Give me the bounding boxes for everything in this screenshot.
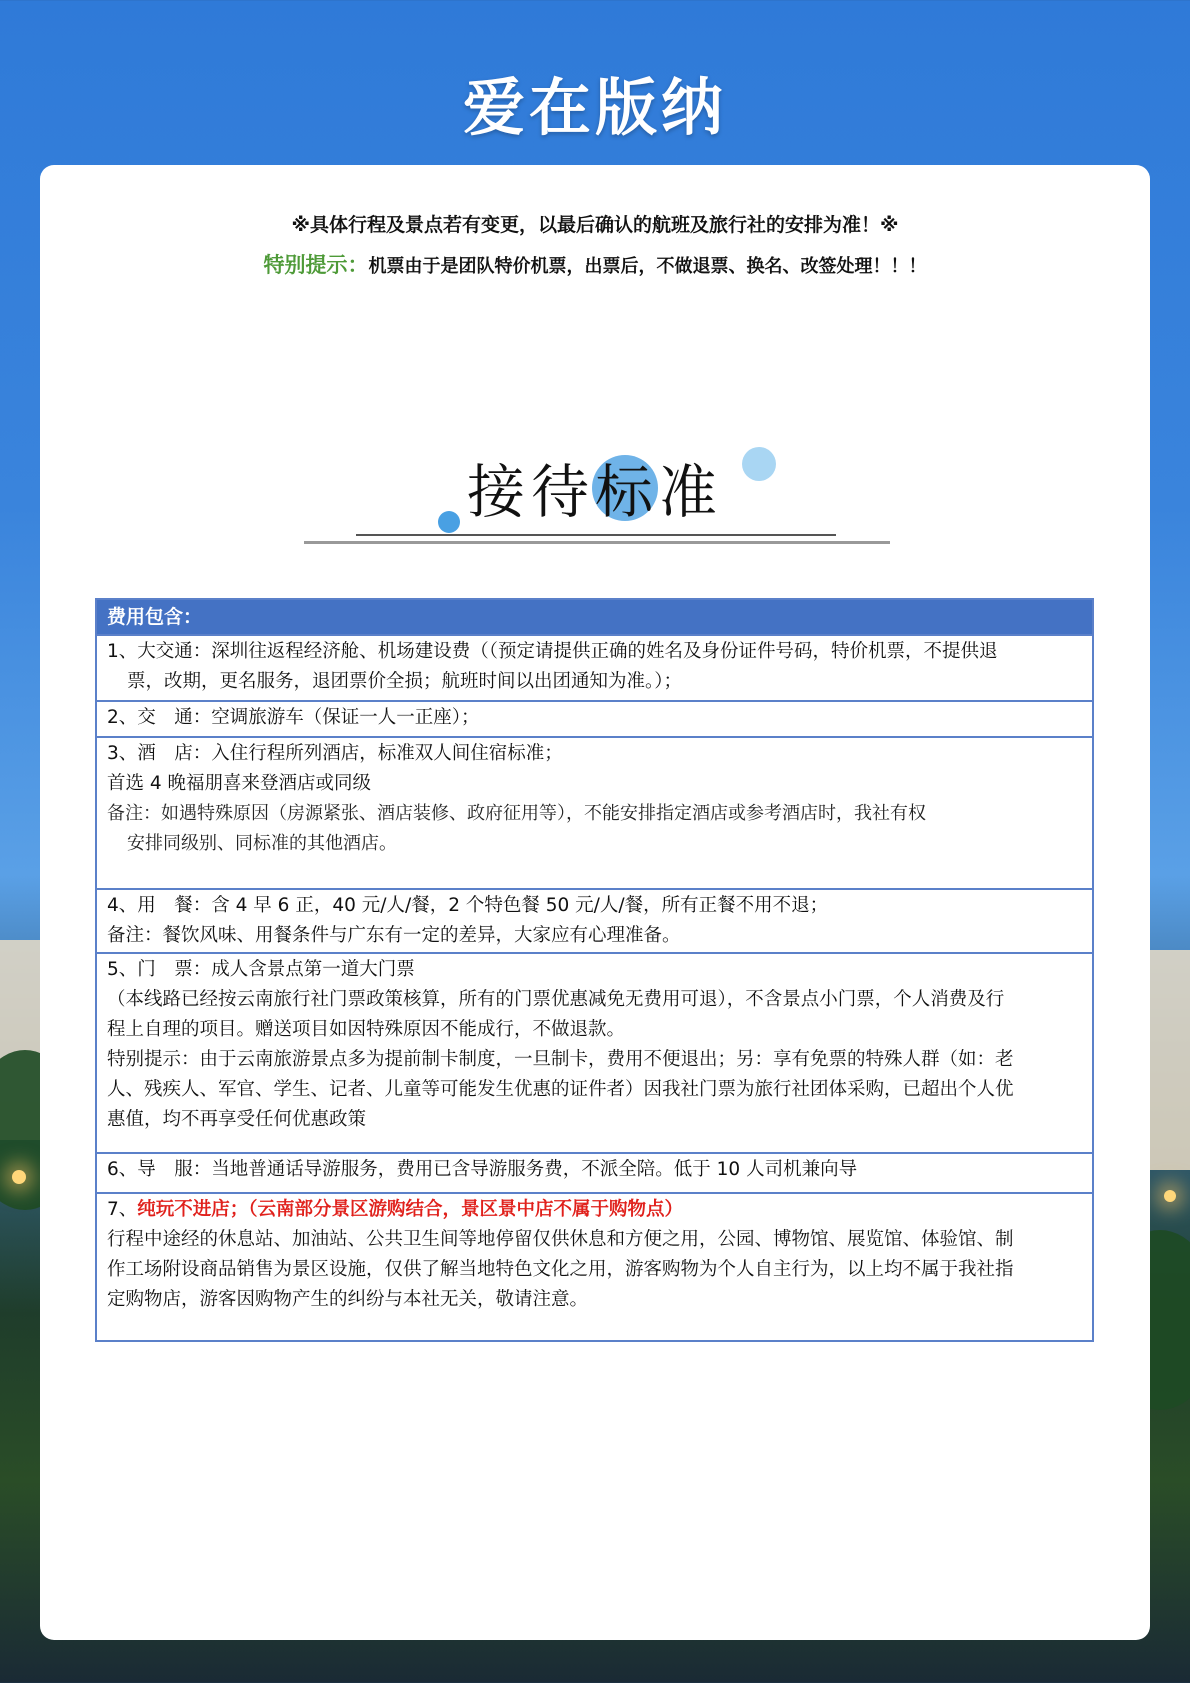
table-row — [96, 1153, 1093, 1193]
section-title-part: 标 — [594, 458, 659, 526]
fee-item-heading — [107, 1195, 1082, 1225]
fee-item-text: 首选 4 晚福朋喜来登酒店或同级 — [107, 773, 372, 794]
fee-item-note: 备注：如遇特殊原因（房源紧张、酒店装修、政府征用等），不能安排指定酒店或参考酒店时，我社有权 — [107, 803, 926, 824]
section-title-part: 准 — [659, 458, 724, 526]
fee-item-text: 特别提示：由于云南旅游景点多为提前制卡制度，一旦制卡，费用不便退出；另：享有免票的特殊人群（如：老 — [107, 1049, 1014, 1070]
fees-table — [95, 598, 1094, 1342]
fee-item-number: 7、 — [107, 1199, 138, 1220]
page-title: 爱在版纳 — [462, 71, 727, 144]
fee-item-text: 作工场附设商品销售为景区设施，仅供了解当地特色文化之用，游客购物为个人自主行为，以上均不属于我社指 — [107, 1259, 1014, 1280]
fee-item-text: 2、交 通：空调旅游车（保证一人一正座）； — [107, 707, 480, 728]
fee-item-text: 定购物店，游客因购物产生的纠纷与本社无关，敬请注意。 — [107, 1289, 589, 1310]
background-lamp — [12, 1170, 26, 1184]
no-shopping-notice: 纯玩不进店；（云南部分景区游购结合，景区景中店不属于购物点） — [137, 1199, 684, 1220]
fee-item-text: 程上自理的项目。赠送项目如因特殊原因不能成行，不做退款。 — [107, 1019, 626, 1040]
section-heading — [40, 445, 1150, 555]
table-row — [96, 737, 1093, 889]
fee-item-text: 惠值，均不再享受任何优惠政策 — [107, 1109, 367, 1130]
fee-item-text: 行程中途经的休息站、加油站、公共卫生间等地停留仅供休息和方便之用，公园、博物馆、展览馆、体验馆、制 — [107, 1229, 1014, 1250]
fee-item-text: 5、门 票：成人含景点第一道大门票 — [107, 959, 415, 980]
content-card — [40, 165, 1150, 1640]
fee-item-text: 票，改期，更名服务，退团票价全损；航班时间以出团通知为准。）； — [127, 671, 683, 692]
fee-item-text: 人、残疾人、军官、学生、记者、儿童等可能发生优惠的证件者）因我社门票为旅行社团体采购，已超出个人优 — [107, 1079, 1014, 1100]
section-title-part: 接待 — [466, 458, 595, 526]
table-row — [96, 1193, 1093, 1341]
fee-item-text: 4、用 餐：含 4 早 6 正，40 元/人/餐，2 个特色餐 50 元/人/餐，所有正餐不用不退； — [107, 895, 829, 916]
fee-item-text: 6、导 服：当地普通话导游服务，费用已含导游服务费，不派全陪。低于 10 人司机兼向导 — [107, 1159, 858, 1180]
fee-item-text: 3、酒 店：入住行程所列酒店，标准双人间住宿标准； — [107, 743, 563, 764]
title-underline — [356, 534, 836, 536]
special-notice-text: 机票由于是团队特价机票，出票后，不做退票、换名、改签处理！！！ — [368, 256, 927, 277]
fees-header: 费用包含： — [96, 599, 1093, 635]
special-notice-label: 特别提示： — [263, 253, 369, 277]
change-notice: ※具体行程及景点若有变更，以最后确认的航班及旅行社的安排为准！※ — [291, 214, 899, 236]
table-row — [96, 953, 1093, 1153]
title-underline — [304, 541, 890, 544]
fee-item-text: 1、大交通：深圳往返程经济舱、机场建设费（（预定请提供正确的姓名及身份证件号码，特价机票，不提供退 — [107, 641, 998, 662]
background-lamp — [1164, 1190, 1176, 1202]
fee-item-text: 备注：餐饮风味、用餐条件与广东有一定的差异，大家应有心理准备。 — [107, 925, 681, 946]
table-row — [96, 889, 1093, 953]
table-row — [96, 701, 1093, 737]
special-notice — [40, 249, 1150, 279]
fee-item-text: （本线路已经按云南旅行社门票政策核算，所有的门票优惠减免无费用可退），不含景点小门票，个人消费及行 — [107, 989, 1005, 1010]
section-title — [40, 445, 1150, 529]
table-row — [96, 635, 1093, 701]
fee-item-note: 安排同级别、同标准的其他酒店。 — [127, 833, 397, 854]
